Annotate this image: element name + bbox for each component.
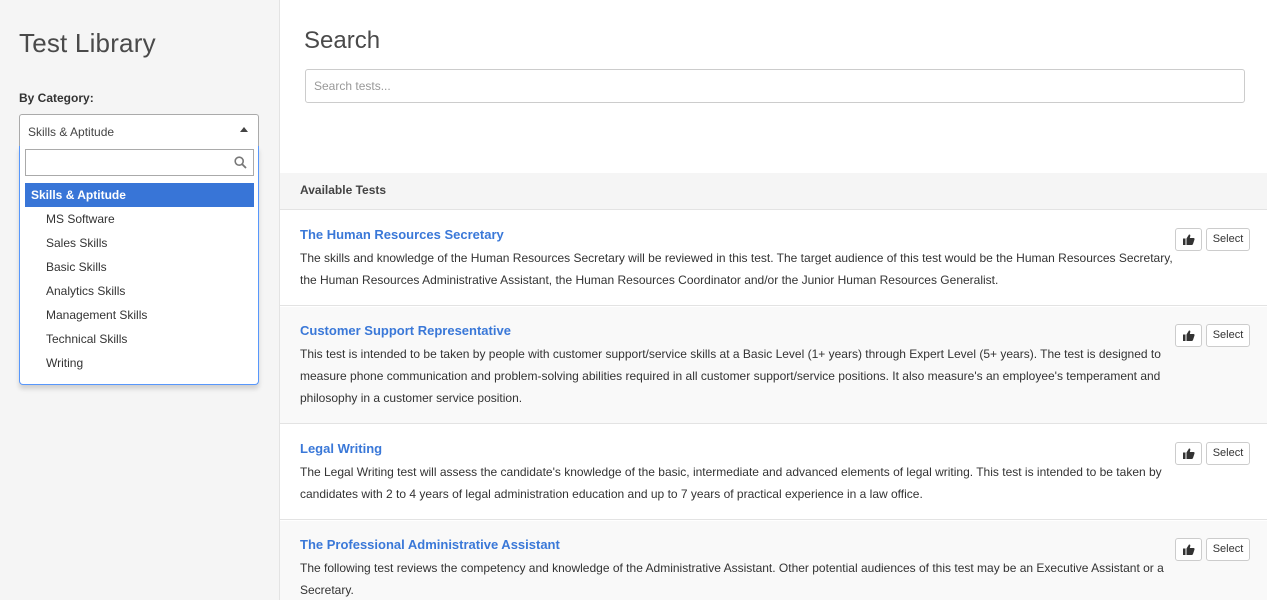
- thumbs-up-icon: [1183, 448, 1195, 459]
- search-icon: [234, 156, 247, 169]
- category-option[interactable]: Sales Skills: [46, 236, 108, 250]
- category-option[interactable]: Management Skills: [46, 308, 148, 322]
- test-row: [280, 521, 1267, 600]
- sidebar: [0, 0, 280, 600]
- like-button[interactable]: [1175, 538, 1202, 561]
- test-description: The skills and knowledge of the Human Resources Secretary will be reviewed in this test. The target audience of this test would be the Human Resources Secretary, the Human Resources Administrative Assistant, the Human Resources Coordinator and/or the Junior Human Resources Generalist.: [300, 251, 1173, 287]
- chevron-up-icon: [240, 127, 248, 132]
- select-button[interactable]: Select: [1206, 538, 1250, 561]
- thumbs-up-icon: [1183, 234, 1195, 245]
- test-row: [280, 307, 1267, 424]
- test-title-link[interactable]: Customer Support Representative: [300, 323, 511, 338]
- test-row: [280, 211, 1267, 306]
- thumbs-up-icon: [1183, 330, 1195, 341]
- category-option[interactable]: Writing: [46, 356, 84, 370]
- category-option[interactable]: Basic Skills: [46, 260, 107, 274]
- category-option[interactable]: Skills & Aptitude: [25, 183, 254, 207]
- sidebar-title: Test Library: [19, 28, 156, 58]
- search-title: Search: [304, 27, 381, 54]
- select-button[interactable]: Select: [1206, 228, 1250, 251]
- test-description: The following test reviews the competency and knowledge of the Administrative Assistant. Other potential audiences of this test may be an Executive Assistant or a Secretary.: [300, 561, 1164, 597]
- category-search-input[interactable]: [25, 149, 254, 176]
- category-label: By Category:: [19, 91, 94, 105]
- test-title-link[interactable]: Legal Writing: [300, 441, 383, 456]
- tests-header-label: Available Tests: [300, 183, 387, 197]
- test-title-link[interactable]: The Human Resources Secretary: [300, 227, 504, 242]
- category-option[interactable]: Technical Skills: [46, 332, 128, 346]
- category-select[interactable]: [19, 114, 259, 148]
- test-title-link[interactable]: The Professional Administrative Assistant: [300, 537, 560, 552]
- category-options: [25, 183, 254, 375]
- select-button[interactable]: Select: [1206, 324, 1250, 347]
- search-input[interactable]: [305, 69, 1245, 103]
- test-row: [280, 425, 1267, 520]
- tests-header: [280, 173, 1267, 210]
- like-button[interactable]: [1175, 442, 1202, 465]
- category-select-value: Skills & Aptitude: [28, 125, 115, 139]
- like-button[interactable]: [1175, 228, 1202, 251]
- category-option[interactable]: Analytics Skills: [46, 284, 126, 298]
- thumbs-up-icon: [1183, 544, 1195, 555]
- test-description: This test is intended to be taken by people with customer support/service skills at a Basic Level (1+ years) through Expert Level (5+ years). The test is designed to measure phone communication and problem-solving abilities required in all customer support/service positions. It also measure's an employee's temperament and philosophy in a customer service position.: [300, 347, 1161, 405]
- category-option[interactable]: MS Software: [46, 212, 115, 226]
- select-button[interactable]: Select: [1206, 442, 1250, 465]
- like-button[interactable]: [1175, 324, 1202, 347]
- category-dropdown: [19, 146, 259, 385]
- test-description: The Legal Writing test will assess the candidate's knowledge of the basic, intermediate and advanced elements of legal writing. This test is intended to be taken by candidates with 2 to 4 years of legal administration education and up to 7 years of practical experience in a law office.: [300, 465, 1162, 501]
